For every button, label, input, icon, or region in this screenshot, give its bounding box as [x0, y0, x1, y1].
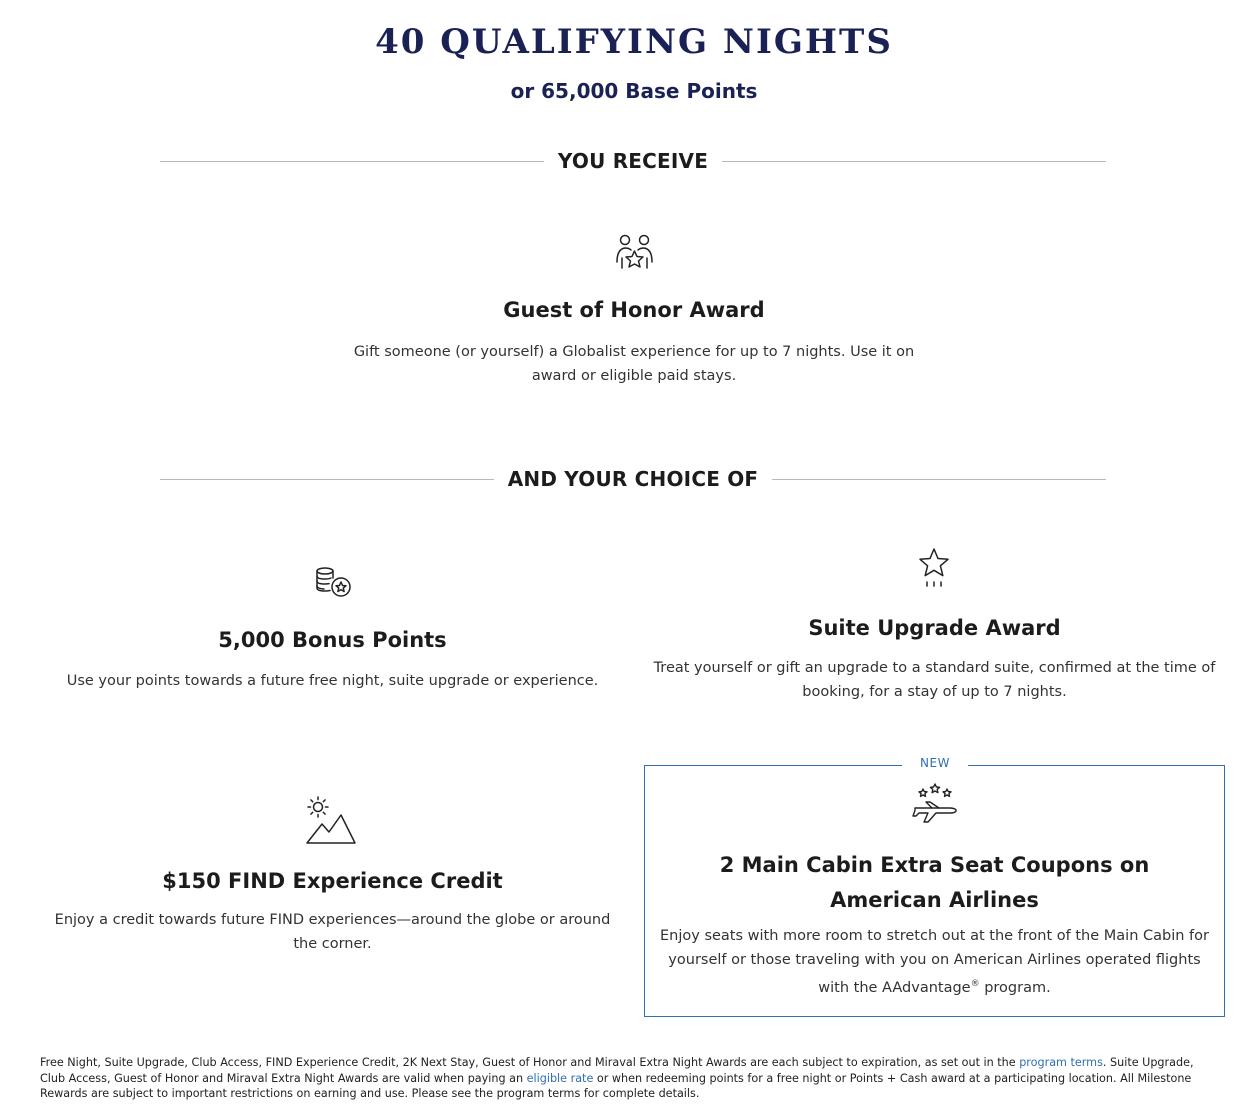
divider-line-left — [160, 161, 544, 162]
find-credit-title: $150 FIND Experience Credit — [162, 869, 503, 893]
suite-upgrade-description: Treat yourself or gift an upgrade to a standard suite, confirmed at the time of booking, for a stay of up to 7 nights. — [653, 660, 1216, 700]
star-outline-icon — [916, 546, 952, 590]
bonus-points-description: Use your points towards a future free night, suite upgrade or experience. — [66, 673, 599, 689]
program-terms-link[interactable]: program terms — [1019, 1056, 1103, 1069]
coins-star-icon — [314, 566, 352, 598]
divider-line-right — [772, 479, 1106, 480]
bonus-points-title: 5,000 Bonus Points — [218, 628, 447, 652]
seat-coupons-title: 2 Main Cabin Extra Seat Coupons on American Airlines — [719, 853, 1150, 912]
guest-of-honor-description: Gift someone (or yourself) a Globalist experience for up to 7 nights. Use it on award or eligible paid stays. — [353, 344, 915, 384]
terms-footnote — [40, 1055, 1220, 1102]
seat-coupons-description — [656, 924, 1213, 1000]
page-title: 40 QUALIFYING NIGHTS — [375, 22, 893, 62]
sun-mountain-icon — [304, 795, 358, 847]
you-receive-divider — [160, 149, 1106, 173]
you-receive-heading: YOU RECEIVE — [557, 149, 709, 173]
divider-line-left — [160, 479, 494, 480]
footnote-text-3: or when redeeming points for a free night or Points + Cash award at a participating location. All Milestone Rewards are subject to important restrictions on earning and use. Please see the program terms for complete details. — [40, 1071, 1192, 1100]
registered-mark: ® — [970, 979, 980, 989]
eligible-rate-link[interactable]: eligible rate — [526, 1071, 594, 1085]
new-badge: NEW — [902, 756, 968, 770]
guest-of-honor-title: Guest of Honor Award — [503, 298, 765, 322]
seat-coupons-description-end: program. — [979, 979, 1051, 996]
your-choice-heading: AND YOUR CHOICE OF — [507, 467, 759, 491]
page-subtitle: or 65,000 Base Points — [510, 79, 758, 103]
seat-coupons-description-text: Enjoy seats with more room to stretch out at the front of the Main Cabin for yourself or those traveling with you on American Airlines operated flights with the AAdvantage — [660, 928, 1209, 996]
guests-star-icon — [614, 232, 656, 272]
footnote-text-2: . Suite Upgrade, Club Access, Guest of Honor and Miraval Extra Night Awards are valid when paying an — [40, 1056, 1194, 1085]
plane-stars-icon — [910, 781, 960, 827]
your-choice-divider — [160, 467, 1106, 491]
find-credit-description: Enjoy a credit towards future FIND experiences—around the globe or around the corner. — [54, 912, 611, 952]
suite-upgrade-title: Suite Upgrade Award — [808, 616, 1061, 640]
footnote-text-1: Free Night, Suite Upgrade, Club Access, FIND Experience Credit, 2K Next Stay, Guest of Honor and Miraval Extra Night Awards are each subject to expiration, as set out in the — [40, 1056, 1020, 1069]
divider-line-right — [722, 161, 1106, 162]
